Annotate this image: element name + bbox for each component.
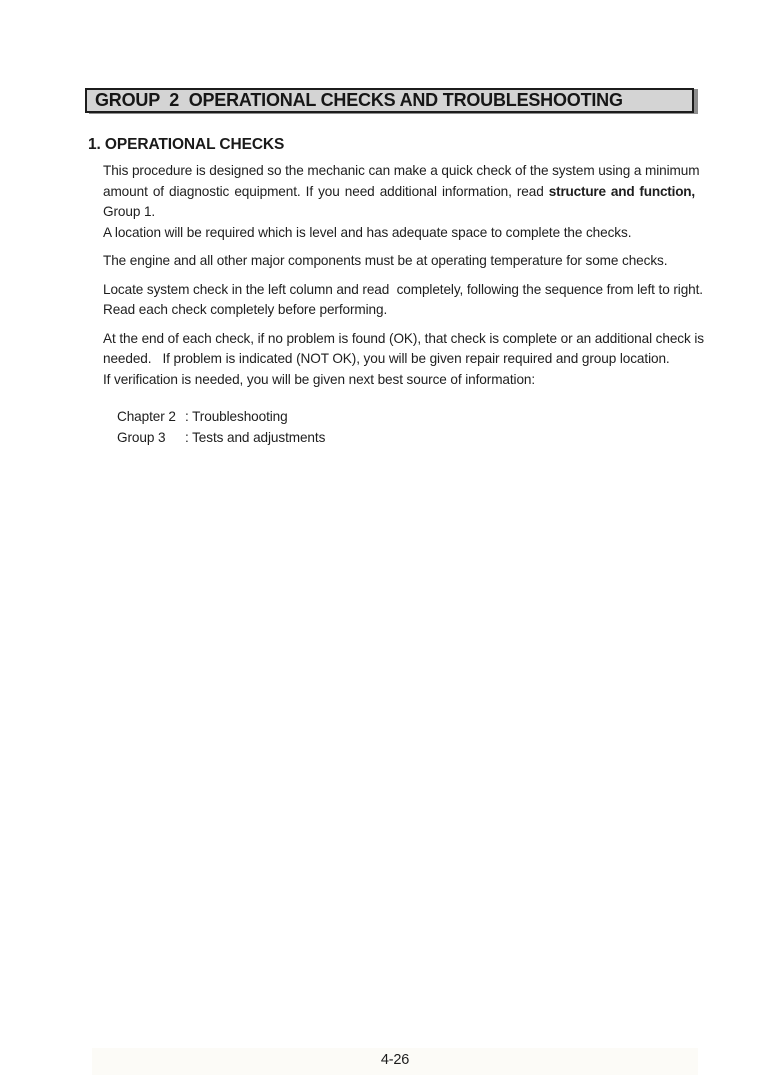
text-line: needed. If problem is indicated (NOT OK), you will be given repair required and group location. <box>103 351 670 366</box>
body-text <box>103 161 704 448</box>
text-line: Locate system check in the left column and read completely, following the sequence from left to right. <box>103 281 703 297</box>
text-segment: amount of diagnostic equipment. If you need additional information, read <box>103 183 549 199</box>
page-number: 4-26 <box>380 1052 410 1068</box>
footer-band <box>92 1048 698 1075</box>
section-header-box <box>85 88 694 113</box>
text-line: A location will be required which is level and has adequate space to complete the checks. <box>103 224 632 240</box>
text-line: At the end of each check, if no problem is found (OK), that check is complete or an additional check is <box>103 330 704 346</box>
text-line: This procedure is designed so the mechanic can make a quick check of the system using a minimum <box>103 163 700 178</box>
reference-row <box>117 428 695 449</box>
text-line: If verification is needed, you will be given next best source of information: <box>103 371 536 387</box>
section-title: 1. OPERATIONAL CHECKS <box>88 136 285 153</box>
reference-value: : Troubleshooting <box>185 409 288 424</box>
reference-label: Group 3 <box>117 429 166 445</box>
text-segment-bold: structure and function, <box>548 183 695 199</box>
paragraph-locate <box>103 280 703 321</box>
reference-label: Chapter 2 <box>117 409 176 424</box>
text-line: The engine and all other major components must be at operating temperature for some checks. <box>103 253 668 268</box>
paragraph-intro <box>103 161 700 243</box>
text-line <box>103 182 695 203</box>
reference-list <box>103 407 695 448</box>
paragraph-engine <box>103 251 695 272</box>
reference-row <box>117 407 695 428</box>
section-header-title: GROUP 2 OPERATIONAL CHECKS AND TROUBLESHOOTING <box>95 90 623 110</box>
text-line: Group 1. <box>103 204 156 219</box>
text-line: Read each check completely before performing. <box>103 302 388 317</box>
reference-value: : Tests and adjustments <box>185 429 326 445</box>
paragraph-end-check <box>103 329 704 391</box>
